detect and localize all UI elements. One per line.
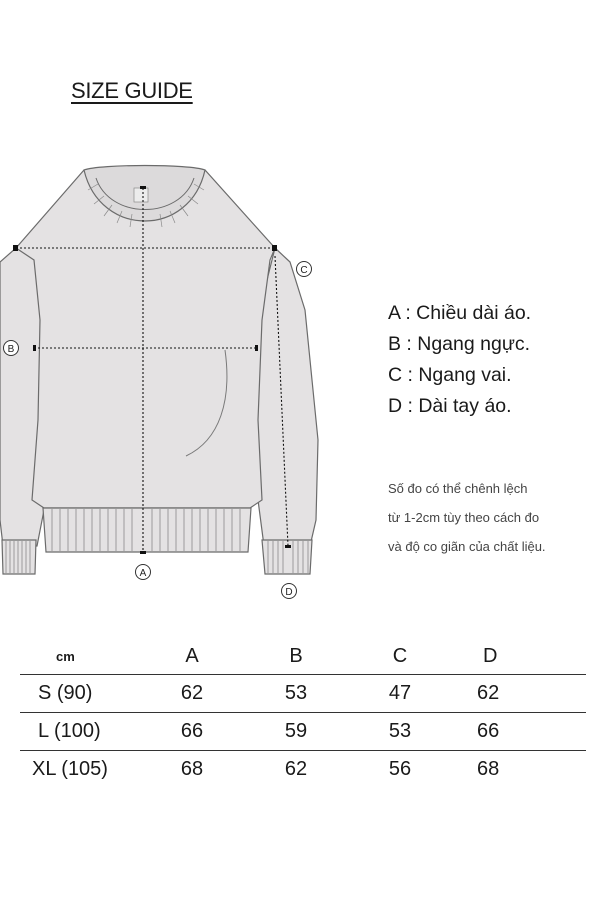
legend-item-c: C : Ngang vai.	[388, 364, 512, 386]
page-title: SIZE GUIDE	[71, 78, 193, 103]
legend-item-a: A : Chiều dài áo.	[388, 302, 532, 324]
table-row	[20, 713, 586, 751]
table-cell: 62	[180, 682, 204, 704]
left-cuff	[2, 540, 36, 574]
table-cell: 59	[284, 720, 308, 742]
column-header-b: B	[289, 644, 303, 667]
note-line: và độ co giãn của chất liệu.	[388, 539, 546, 554]
column-header-a: A	[185, 644, 199, 667]
table-row	[20, 751, 586, 789]
table-cell: 47	[388, 682, 412, 704]
svg-text:D: D	[285, 587, 293, 598]
table-cell: 56	[388, 758, 412, 780]
measurement-legend	[388, 298, 531, 422]
note-line: Số đo có thể chênh lệch	[388, 481, 528, 496]
table-cell: 62	[284, 758, 308, 780]
unit-header: cm	[56, 648, 75, 664]
hem-rib	[43, 508, 251, 552]
sweater-diagram	[0, 150, 330, 610]
table-cell: 53	[284, 682, 308, 704]
svg-text:A: A	[139, 568, 147, 579]
marker-c	[297, 262, 312, 277]
legend-item-b: B : Ngang ngực.	[388, 333, 531, 355]
table-cell: 66	[477, 720, 500, 742]
size-label: S (90)	[38, 682, 93, 704]
table-cell: 68	[477, 758, 500, 780]
size-table	[20, 638, 586, 788]
column-header-d: D	[483, 644, 498, 667]
table-cell: 66	[180, 720, 204, 742]
table-cell: 53	[388, 720, 412, 742]
legend-item-d: D : Dài tay áo.	[388, 395, 512, 417]
table-header-row	[20, 638, 586, 675]
marker-d	[282, 584, 297, 599]
marker-a	[136, 565, 151, 580]
table-cell: 62	[477, 682, 500, 704]
column-header-c: C	[392, 644, 408, 667]
svg-text:B: B	[7, 344, 15, 355]
marker-b	[4, 341, 19, 356]
table-cell: 68	[180, 758, 204, 780]
size-label: XL (105)	[32, 758, 108, 780]
note-line: từ 1-2cm tùy theo cách đo	[388, 510, 540, 525]
svg-text:C: C	[300, 265, 308, 276]
tolerance-note	[388, 474, 546, 561]
size-label: L (100)	[38, 720, 101, 742]
table-row	[20, 675, 586, 713]
